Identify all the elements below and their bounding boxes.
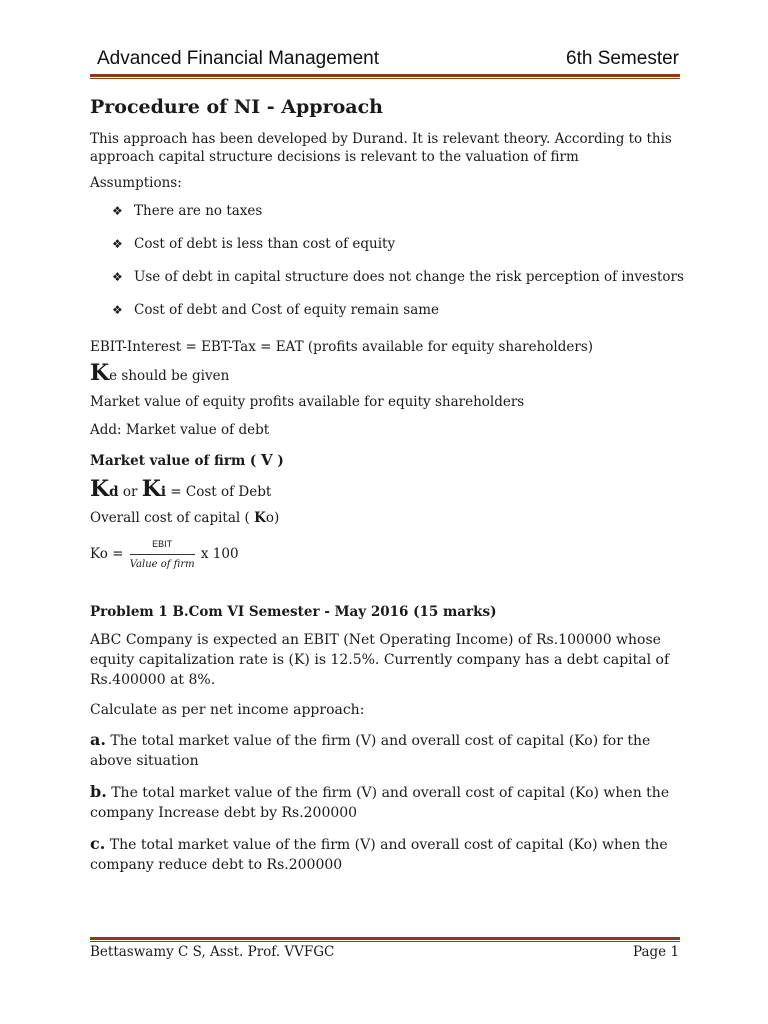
diamond-bullet-icon: ❖ <box>112 303 123 317</box>
assumptions-label: Assumptions: <box>90 175 182 191</box>
footer-rule <box>90 937 680 940</box>
ko-formula: Ko = $\frac{\text{EBIT}}{\text{Value of firm}}$ x 100 <box>90 535 685 574</box>
mv-equity-line: Market value of equity profits available for equity shareholders <box>90 394 525 410</box>
list-item: ❖ There are no taxes <box>112 203 263 219</box>
page-title: Procedure of NI - Approach <box>90 96 383 118</box>
header-rule <box>90 74 680 77</box>
question-a: a. The total market value of the firm (V) and overall cost of capital (Ko) for the above situation <box>90 730 651 769</box>
ke-line: Ke should be given <box>90 360 230 386</box>
calc-instruction: Calculate as per net income approach: <box>90 702 365 718</box>
header-course-title: Advanced Financial Management <box>97 48 380 69</box>
diamond-bullet-icon: ❖ <box>112 204 123 218</box>
overall-cost-line: Overall cost of capital ( Ko) <box>90 510 280 526</box>
kd-line: Kd or Ki = Cost of Debt <box>90 476 272 502</box>
header-rule-thin <box>90 78 680 79</box>
add-debt-line: Add: Market value of debt <box>90 422 270 438</box>
list-item: ❖ Cost of debt and Cost of equity remain same <box>112 302 440 318</box>
mv-firm-line: Market value of firm ( V ) <box>90 451 284 469</box>
list-item: ❖ Use of debt in capital structure does not change the risk perception of investors <box>112 269 684 285</box>
problem-heading: Problem 1 B.Com VI Semester - May 2016 (15 marks) <box>90 604 497 620</box>
question-b: b. The total market value of the firm (V) and overall cost of capital (Ko) when the company Increase debt by Rs.200000 <box>90 782 670 821</box>
intro-paragraph: This approach has been developed by Durand. It is relevant theory. According to this approach capital structure decisions is relevant to the valuation of firm <box>90 131 672 165</box>
ebit-equation: EBIT-Interest = EBT-Tax = EAT (profits available for equity shareholders) <box>90 339 594 355</box>
header-semester: 6th Semester <box>566 48 679 69</box>
assumptions-list <box>112 202 685 319</box>
footer-rule-thin <box>90 941 680 942</box>
page-number: Page 1 <box>633 944 680 960</box>
footer-author: Bettaswamy C S, Asst. Prof. VVFGC <box>90 944 335 960</box>
diamond-bullet-icon: ❖ <box>112 237 123 251</box>
diamond-bullet-icon: ❖ <box>112 270 123 284</box>
problem-text: ABC Company is expected an EBIT (Net Operating Income) of Rs.100000 whose equity capitalization rate is (K) is 12.5%. Currently company has a debt capital of Rs.400000 at 8%. <box>90 632 670 688</box>
fraction: $\frac{\text{EBIT}}{\text{Value of firm}}$ <box>130 535 195 574</box>
list-item: ❖ Cost of debt is less than cost of equity <box>112 236 396 252</box>
page-content <box>90 96 685 875</box>
question-c: c. The total market value of the firm (V) and overall cost of capital (Ko) when the company reduce debt to Rs.200000 <box>90 834 668 873</box>
